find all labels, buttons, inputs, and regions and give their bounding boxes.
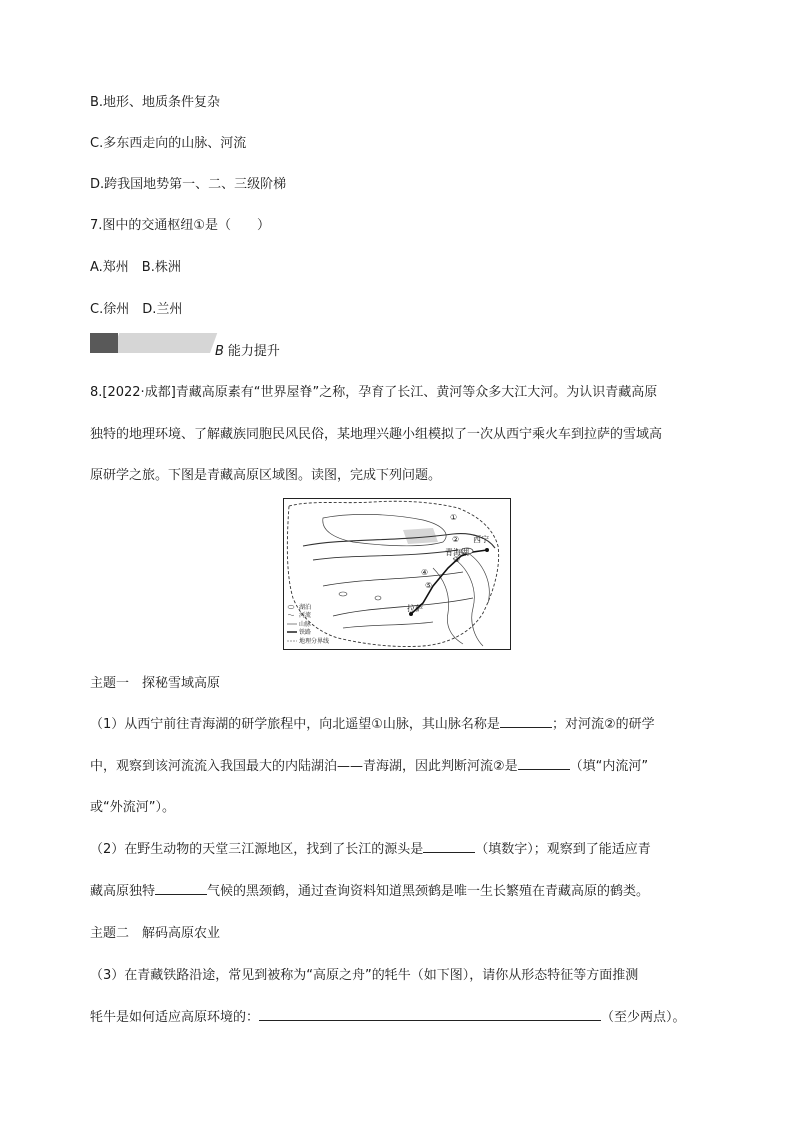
legend-lake: 湖泊 xyxy=(299,604,312,611)
section-letter: B xyxy=(215,344,224,359)
section-bar-dark xyxy=(90,333,118,353)
option-c-q6: C.多东西走向的山脉、河流 xyxy=(90,136,247,151)
question-2-text-b: （填数字）；观察到了能适应青 xyxy=(475,842,651,857)
question-1-line-2 xyxy=(90,755,648,774)
legend-boundary: 地理分界线 xyxy=(299,638,330,645)
question-8-line-1: 8.[2022·成都]青藏高原素有“世界屋脊”之称，孕育了长江、黄河等众多大江大河。为认识青藏高原 xyxy=(90,385,658,400)
section-title xyxy=(215,340,280,359)
theme-1-title: 主题一 探秘雪域高原 xyxy=(90,676,221,691)
question-3-line-2 xyxy=(90,1006,686,1025)
question-8-line-2: 独特的地理环境、了解藏族同胞民风民俗，某地理兴趣小组模拟了一次从西宁乘火车到拉萨的雪域高 xyxy=(90,427,663,442)
map-marker-5: ⑤ xyxy=(425,581,433,590)
question-2-text-d: 气候的黑颈鹤，通过查询资料知道黑颈鹤是唯一生长繁殖在青藏高原的鹤类。 xyxy=(207,884,650,899)
question-7-options-ab: A.郑州 B.株洲 xyxy=(90,260,181,275)
answer-blank-yangtze-source[interactable] xyxy=(423,838,475,853)
question-3-line-1: （3）在青藏铁路沿途，常见到被称为“高原之舟”的牦牛（如下图），请你从形态特征等方面推测 xyxy=(90,968,639,983)
map-marker-4: ④ xyxy=(421,568,429,577)
question-1-text-d: （填“内流河” xyxy=(569,759,649,774)
section-header-bar xyxy=(90,333,210,353)
question-1-text-b: ；对河流②的研学 xyxy=(551,717,655,732)
question-2-line-2 xyxy=(90,880,649,899)
theme-2-title: 主题二 解码高原农业 xyxy=(90,926,221,941)
question-1-text-a: （1）从西宁前往青海湖的研学旅程中，向北遥望①山脉，其山脉名称是 xyxy=(90,717,500,732)
section-bar-light xyxy=(112,333,217,353)
answer-blank-yak-adaptation[interactable] xyxy=(259,1006,601,1021)
answer-blank-river-type[interactable] xyxy=(518,755,570,770)
legend-river: 河流 xyxy=(299,612,312,619)
question-3-text-c: （至少两点）。 xyxy=(601,1010,686,1025)
answer-blank-climate[interactable] xyxy=(155,880,207,895)
question-2-line-1 xyxy=(90,838,651,857)
question-8-line-3: 原研学之旅。下图是青藏高原区域图。读图，完成下列问题。 xyxy=(90,468,442,483)
question-3-text-b: 牦牛是如何适应高原环境的： xyxy=(90,1010,260,1025)
question-1-line-3: 或“外流河”）。 xyxy=(90,800,175,815)
question-7-options-cd: C.徐州 D.兰州 xyxy=(90,302,183,317)
section-title-text: 能力提升 xyxy=(227,344,280,359)
option-b-q6: B.地形、地质条件复杂 xyxy=(90,95,221,110)
map-label-qinghai-lake: 青海湖 xyxy=(445,548,469,557)
question-7-stem: 7.图中的交通枢纽①是（ ） xyxy=(90,218,271,233)
map-marker-2: ② xyxy=(452,535,460,544)
question-2-text-a: （2）在野生动物的天堂三江源地区，找到了长江的源头是 xyxy=(90,842,424,857)
map-marker-3: ③ xyxy=(453,555,461,564)
map-label-lhasa: 拉萨 xyxy=(407,604,423,613)
option-d-q6: D.跨我国地势第一、二、三级阶梯 xyxy=(90,177,287,192)
map-label-xining: 西宁 xyxy=(473,535,489,544)
question-1-text-c: 中，观察到该河流流入我国最大的内陆湖泊——青海湖，因此判断河流②是 xyxy=(90,759,518,774)
legend-railway: 铁路 xyxy=(299,629,312,636)
answer-blank-mountain[interactable] xyxy=(500,713,552,728)
qinghai-tibet-plateau-map xyxy=(283,498,511,650)
question-1-line-1 xyxy=(90,713,655,732)
map-marker-1: ① xyxy=(450,513,458,522)
question-2-text-c: 藏高原独特 xyxy=(90,884,156,899)
legend-mountain: 山脉 xyxy=(299,621,312,628)
